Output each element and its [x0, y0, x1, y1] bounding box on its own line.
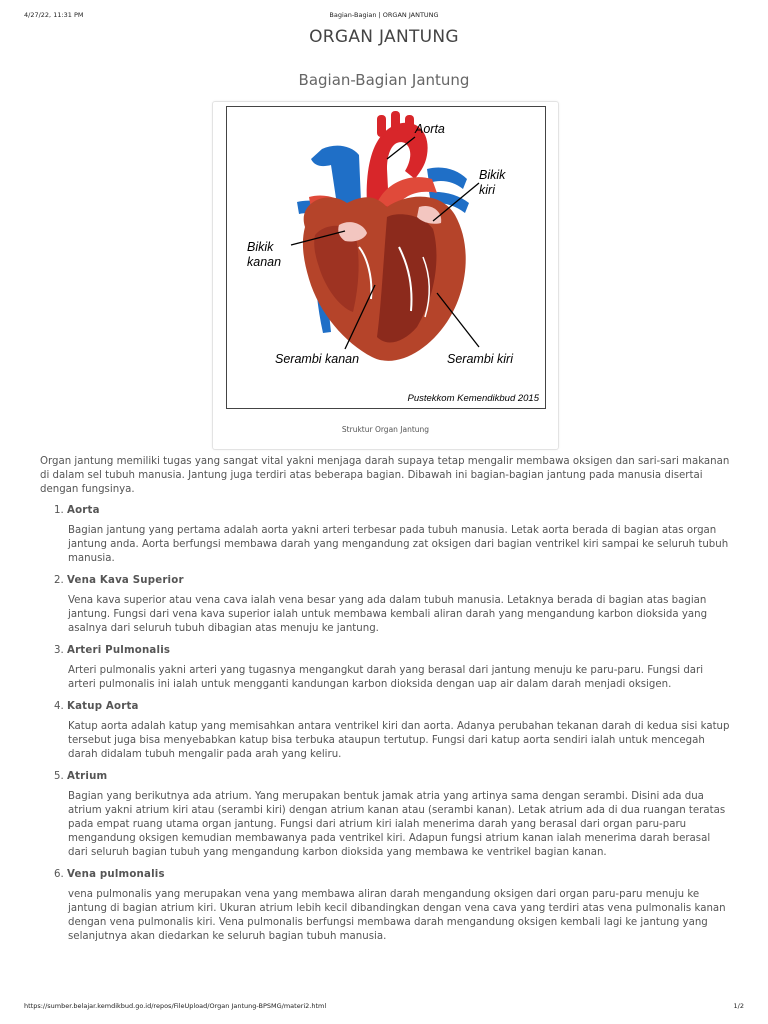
list-item — [67, 644, 730, 692]
print-header — [0, 11, 768, 23]
label-bikik-kiri-line1: Bikik — [479, 168, 506, 182]
heart-parts-list — [40, 504, 730, 944]
list-item-title: 5. Atrium — [67, 771, 108, 782]
print-page-title: Bagian-Bagian | ORGAN JANTUNG — [329, 11, 439, 19]
heart-figure — [212, 101, 559, 450]
section-subtitle: Bagian-Bagian Jantung — [298, 71, 470, 89]
list-item — [67, 700, 730, 762]
label-bikik-kanan-line2: kanan — [247, 255, 282, 269]
list-item-text: Bagian jantung yang pertama adalah aorta yakni arteri terbesar pada tubuh manusia. Letak aorta berada di bagian atas organ jantung anda. Aorta berfungsi membawa darah yang mengandung zat oksigen dari bagian ventrikel kiri sampai ke seluruh tubuh manusia. — [68, 525, 729, 564]
label-serambi-kiri: Serambi kiri — [447, 352, 513, 366]
page-number: 1/2 — [733, 1002, 744, 1010]
list-item-title: 4. Katup Aorta — [67, 701, 139, 712]
intro-paragraph: Organ jantung memiliki tugas yang sangat vital yakni menjaga darah supaya tetap mengalir membawa oksigen dan sari-sari makanan di dalam sel tubuh manusia. Jantung juga terdiri atas beberapa bagian. Dibawah ini bagian-bagian jantung pada manusia disertai dengan fungsinya. — [40, 456, 730, 495]
list-item-title: 3. Arteri Pulmonalis — [67, 645, 171, 656]
label-bikik-kanan-line1: Bikik — [247, 240, 274, 254]
list-item — [67, 770, 730, 860]
list-item-title: 1. Aorta — [67, 505, 100, 516]
list-item-title: 2. Vena Kava Superior — [67, 575, 184, 586]
heart-diagram-image — [226, 106, 546, 409]
heart-muscle — [303, 197, 466, 361]
heart-illustration — [227, 107, 545, 408]
list-item — [67, 574, 730, 636]
label-aorta: Aorta — [415, 122, 445, 136]
print-footer — [0, 1002, 768, 1014]
list-item-text: Bagian yang berikutnya ada atrium. Yang merupakan bentuk jamak atria yang artinya sama dengan serambi. Disini ada dua atrium yakni atrium kiri atau (serambi kiri) dengan atrium kanan atau (serambi kanan). Letak atrium ada di dua ruangan teratas pada empat ruang utama organ jantung. Fungsi dari atrium kiri ialah menerima darah yang berasal dari organ paru-paru mengandung oksigen kemudian membawanya pada ventrikel kiri. Adapun fungsi atrium kanan ialah menerima darah berasal dari seluruh bagian tubuh yang mengandung karbon dioksida yang membawa ke ventrikel bagian kanan. — [68, 791, 726, 858]
print-url: https://sumber.belajar.kemdikbud.go.id/repos/FileUpload/Organ Jantung-BPSMG/materi2.html — [24, 1002, 327, 1010]
page-title: ORGAN JANTUNG — [309, 27, 459, 47]
list-item-text: Arteri pulmonalis yakni arteri yang tugasnya mengangkut darah yang berasal dari jantung menuju ke paru-paru. Fungsi dari arteri pulmonalis ini ialah untuk mengganti kandungan karbon dioksida dengan uap air dalam darah menjadi oksigen. — [68, 665, 704, 690]
figure-caption: Struktur Organ Jantung — [341, 425, 430, 434]
list-item-text: vena pulmonalis yang merupakan vena yang membawa aliran darah mengandung oksigen dari organ paru-paru menuju ke jantung di bagian atrium kiri. Ukuran atrium lebih kecil dibandingkan dengan vena cava yang terdiri atas vena pulmonalis kanan dengan vena pulmonalis kiri. Vena pulmonalis berfungsi membawa darah mengandung oksigen kembali lagi ke jantung yang selanjutnya akan diedarkan ke seluruh bagian tubuh manusia. — [68, 889, 726, 942]
print-timestamp: 4/27/22, 11:31 PM — [24, 11, 84, 19]
article-content — [40, 455, 730, 952]
list-item — [67, 504, 730, 566]
label-bikik-kiri-line2: kiri — [479, 183, 495, 197]
list-item — [67, 868, 730, 944]
list-item-text: Katup aorta adalah katup yang memisahkan antara ventrikel kiri dan aorta. Adanya perubahan tekanan darah di kedua sisi katup tersebut juga bisa menyebabkan katup bisa terbuka ataupun tertutup. Fungsi dari katup aorta sendiri ialah untuk mencegah darah didalam tubuh mengalir pada arah yang keliru. — [68, 721, 730, 760]
list-item-text: Vena kava superior atau vena cava ialah vena besar yang ada dalam tubuh manusia. Letaknya berada di bagian atas bagian jantung. Fungsi dari vena kava superior ialah untuk membawa kembali aliran darah yang mengandung karbon dioksida yang asalnya dari seluruh tubuh dibagian atas menuju ke jantung. — [68, 595, 708, 634]
list-item-title: 6. Vena pulmonalis — [67, 869, 165, 880]
image-credit: Pustekkom Kemendikbud 2015 — [407, 393, 539, 404]
label-serambi-kanan: Serambi kanan — [275, 352, 360, 366]
